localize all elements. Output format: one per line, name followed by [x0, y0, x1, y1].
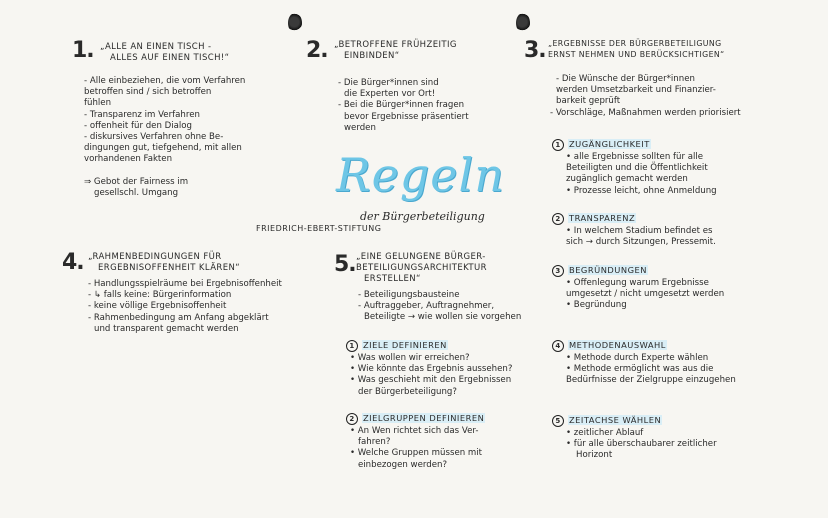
subsection-heading: 2 TRANSPARENZ [552, 213, 636, 225]
title: Regeln [336, 148, 505, 202]
rule-body: - Beteiligungsbausteine - Auftraggeber, Auftragnehmer, Beteiligte → wie wollen sie vorgehen [358, 290, 522, 323]
rule-number: 5. [334, 252, 356, 277]
subsection-body: • zeitlicher Ablauf • für alle überschaubarer zeitlicher Horizont [566, 428, 717, 461]
subsection-body: • Methode durch Experte wählen • Methode ermöglicht was aus die Bedürfnisse der Zielgruppe einzugehen [566, 353, 736, 386]
punch-hole [516, 13, 530, 33]
subsection-heading: 4 METHODENAUSWAHL [552, 340, 667, 352]
subsection-body: • alle Ergebnisse sollten für alle Beteiligten und die Öffentlichkeit zugänglich gemacht werden • Prozesse leicht, ohne Anmeldung [566, 152, 717, 196]
rule-heading: „ALLE AN EINEN TISCH - ALLES AUF EINEN TISCH!“ [100, 42, 230, 63]
rule-number: 3. [524, 38, 546, 63]
rule-body: - Die Wünsche der Bürger*innen werden Umsetzbarkeit und Finanzier- barkeit geprüft - Vorschläge, Maßnahmen werden priorisiert [550, 74, 741, 118]
rule-body: - Die Bürger*innen sind die Experten vor Ort! - Bei die Bürger*innen fragen bevor Ergebnisse präsentiert werden [338, 78, 469, 133]
subsection-heading: 1 ZIELE DEFINIEREN [346, 340, 448, 352]
rule-number: 1. [72, 38, 94, 63]
rule-body: - Handlungsspielräume bei Ergebnisoffenheit - ↳ falls keine: Bürgerinformation - keine völlige Ergebnisoffenheit - Rahmenbedingung am Anfang abgeklärt und transparent gemacht werden [88, 279, 282, 334]
subsection-body: • In welchem Stadium befindet es sich → durch Sitzungen, Pressemit. [566, 226, 716, 248]
organization: FRIEDRICH-EBERT-STIFTUNG [256, 224, 382, 233]
subsection-heading: 1 ZUGÄNGLICHKEIT [552, 139, 651, 151]
rule-number: 2. [306, 38, 328, 63]
rule-body: - Alle einbeziehen, die vom Verfahren betroffen sind / sich betroffen fühlen - Transparenz im Verfahren - offenheit für den Dialog - diskursives Verfahren ohne Be- dingungen gut, tiefgehend, mit allen vorhandenen Fakten ⇒ Gebot der Fairness im gesellschl. Umgang [84, 76, 246, 199]
subsection-body: • An Wen richtet sich das Ver- fahren? • Welche Gruppen müssen mit einbezogen werden? [350, 426, 483, 470]
subsection-body: • Was wollen wir erreichen? • Wie könnte das Ergebnis aussehen? • Was geschieht mit den Ergebnissen der Bürgerbeteiligung? [350, 353, 513, 397]
subsection-body: • Offenlegung warum Ergebnisse umgesetzt / nicht umgesetzt werden • Begründung [566, 278, 725, 311]
subtitle: der Bürgerbeteiligung [360, 210, 485, 223]
punch-hole [288, 13, 302, 33]
rule-number: 4. [62, 250, 84, 275]
rule-heading: „EINE GELUNGENE BÜRGER- BETEILIGUNGSARCHITEKTUR ERSTELLEN“ [356, 252, 487, 284]
rule-heading: „RAHMENBEDINGUNGEN FÜR ERGEBNISOFFENHEIT KLÄREN“ [88, 252, 241, 273]
subsection-heading: 2 ZIELGRUPPEN DEFINIEREN [346, 413, 485, 425]
subsection-heading: 5 ZEITACHSE WÄHLEN [552, 415, 662, 427]
rule-heading: „BETROFFENE FRÜHZEITIG EINBINDEN“ [334, 40, 457, 61]
rule-heading: „ERGEBNISSE DER BÜRGERBETEILIGUNG ERNST NEHMEN UND BERÜCKSICHTIGEN“ [548, 39, 725, 59]
subsection-heading: 3 BEGRÜNDUNGEN [552, 265, 648, 277]
